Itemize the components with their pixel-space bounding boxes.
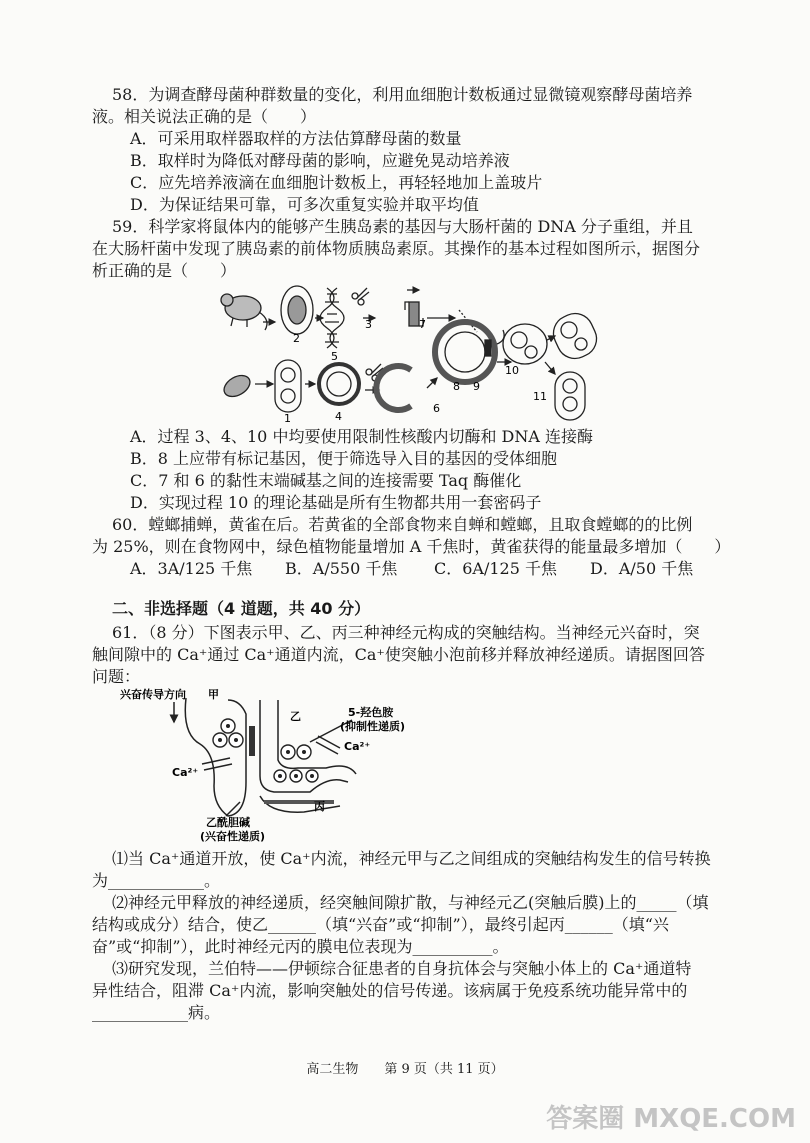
q61-part2-line3: 奋”或“抑制”），此时神经元丙的膜电位表现为__________。 xyxy=(92,937,509,956)
q58-option-b: B．取样时为降低对酵母菌的影响，应避免晃动培养液 xyxy=(130,151,510,170)
label-jia: 甲 xyxy=(208,688,219,701)
q60-stem-line2: 为 25%，则在食物网中，绿色植物能量增加 A 千焦时，黄雀获得的能量最多增加（ ） xyxy=(92,537,731,556)
mouse-icon xyxy=(221,294,267,330)
bacterium-icon xyxy=(220,371,253,401)
q58-option-c: C．应先培养液滴在血细胞计数板上，再轻轻地加上盖玻片 xyxy=(130,173,543,192)
q60-option-d: D．A/50 千焦 xyxy=(590,559,694,578)
q59-stem-line1: 59．科学家将鼠体内的能够产生胰岛素的基因与大肠杆菌的 DNA 分子重组，并且 xyxy=(112,217,693,236)
fig-label-6: 6 xyxy=(433,402,440,415)
fig-label-8: 8 xyxy=(453,380,460,393)
q59-option-c: C．7 和 6 的黏性末端碱基之间的连接需要 Taq 酶催化 xyxy=(130,471,522,490)
q58-stem-line2: 液。相关说法正确的是（ ） xyxy=(92,107,317,126)
q59-option-d: D．实现过程 10 的理论基础是所有生物都共用一套密码子 xyxy=(130,493,542,512)
q60-option-b: B．A/550 千焦 xyxy=(285,559,398,578)
fig-label-10: 10 xyxy=(505,364,519,377)
label-direction: 兴奋传导方向 xyxy=(120,688,186,701)
cut-plasmid-icon xyxy=(376,366,411,410)
q58-option-d: D．为保证结果可靠，可多次重复实验并取平均值 xyxy=(130,195,479,214)
mouse-cell-icon xyxy=(281,286,313,334)
q61-part2-line1: ⑵神经元甲释放的神经递质，经突触间隙扩散，与神经元乙(突触后膜)上的_____（填 xyxy=(112,893,709,912)
q61-stem-line3: 问题： xyxy=(92,667,141,686)
scissors-icon xyxy=(352,288,369,305)
daughter-cell-icon xyxy=(548,308,603,365)
q61-part1-line1: ⑴当 Ca⁺通道开放，使 Ca⁺内流，神经元甲与乙之间组成的突触结构发生的信号转换 xyxy=(112,849,711,868)
q59-option-a: A．过程 3、4、10 中均要使用限制性核酸内切酶和 DNA 连接酶 xyxy=(130,427,594,446)
neuron-bing-outline xyxy=(260,796,340,812)
q61-part3-line1: ⑶研究发现，兰伯特——伊顿综合征患者的自身抗体会与突触小体上的 Ca⁺通道特 xyxy=(112,959,692,978)
q60-option-c: C．6A/125 千焦 xyxy=(434,559,557,578)
fig-label-1: 1 xyxy=(284,412,291,425)
fig-label-2: 2 xyxy=(293,332,300,345)
label-yi: 乙 xyxy=(290,710,301,723)
q59-option-b: B．8 上应带有标记基因，便于筛选导入目的基因的受体细胞 xyxy=(130,449,558,468)
q61-stem-line2: 触间隙中的 Ca⁺通过 Ca⁺通道内流，Ca⁺使突触小泡前移并释放神经递质。请据图回答 xyxy=(92,645,705,664)
fig-label-9: 9 xyxy=(473,380,480,393)
q61-part2-line2: 结构或成分）结合，使乙______（填“兴奋”或“抑制”），最终引起丙______（填“兴 xyxy=(92,915,669,934)
page-footer: 高二生物 第 9 页（共 11 页） xyxy=(306,1062,504,1077)
recombinant-plasmid-icon xyxy=(435,322,495,382)
plasmid-icon xyxy=(319,364,359,404)
q61-part3-line2: 异性结合，阻滞 Ca⁺内流，影响突触处的信号传递。该病属于免疫系统功能异常中的 xyxy=(92,981,688,1000)
fig-label-5: 5 xyxy=(331,350,338,363)
label-bing: 丙 xyxy=(314,800,325,813)
dna-helix-icon xyxy=(320,288,344,348)
fig-label-7: 7 xyxy=(419,318,426,331)
label-ca-left: Ca²⁺ xyxy=(172,766,199,779)
fig-label-3: 3 xyxy=(365,318,372,331)
q61-part1-line2: 为____________。 xyxy=(92,871,221,890)
label-ach: 乙酰胆碱 xyxy=(206,816,250,829)
section-heading: 二、非选择题（4 道题，共 40 分） xyxy=(112,599,371,618)
q59-process-figure xyxy=(215,280,610,425)
fig-label-11: 11 xyxy=(533,390,547,403)
q61-stem-line1: 61．（8 分）下图表示甲、乙、丙三种神经元构成的突触结构。当神经元兴奋时，突 xyxy=(112,623,700,642)
fig-label-4: 4 xyxy=(335,410,342,423)
label-5ht: 5-羟色胺 xyxy=(348,706,394,719)
q58-option-a: A．可采用取样器取样的方法估算酵母菌的数量 xyxy=(130,129,462,148)
ecoli-cell-icon xyxy=(275,360,301,412)
q59-stem-line3: 析正确的是（ ） xyxy=(92,261,237,280)
q61-part3-line3: ____________病。 xyxy=(92,1003,221,1022)
q60-stem-line1: 60．螳螂捕蝉，黄雀在后。若黄雀的全部食物来自蝉和螳螂，且取食螳螂的的比例 xyxy=(112,515,693,534)
q59-stem-line2: 在大肠杆菌中发现了胰岛素的前体物质胰岛素原。其操作的基本过程如图所示，据图分 xyxy=(92,239,701,258)
label-5ht-note: (抑制性递质) xyxy=(340,720,406,733)
daughter-cell-icon-2 xyxy=(555,372,585,420)
q60-option-a: A．3A/125 千焦 xyxy=(130,559,253,578)
watermark: 答案圈 MXQE.COM xyxy=(546,1104,796,1134)
label-ca-right: Ca²⁺ xyxy=(344,740,371,753)
label-ach-note: (兴奋性递质) xyxy=(200,830,266,843)
neuron-jia-outline xyxy=(185,698,246,816)
q58-stem-line1: 58．为调查酵母菌种群数量的变化，利用血细胞计数板通过显微镜观察酵母菌培养 xyxy=(112,85,693,104)
q61-synapse-figure xyxy=(120,686,450,846)
transformed-cell-icon xyxy=(503,324,547,364)
